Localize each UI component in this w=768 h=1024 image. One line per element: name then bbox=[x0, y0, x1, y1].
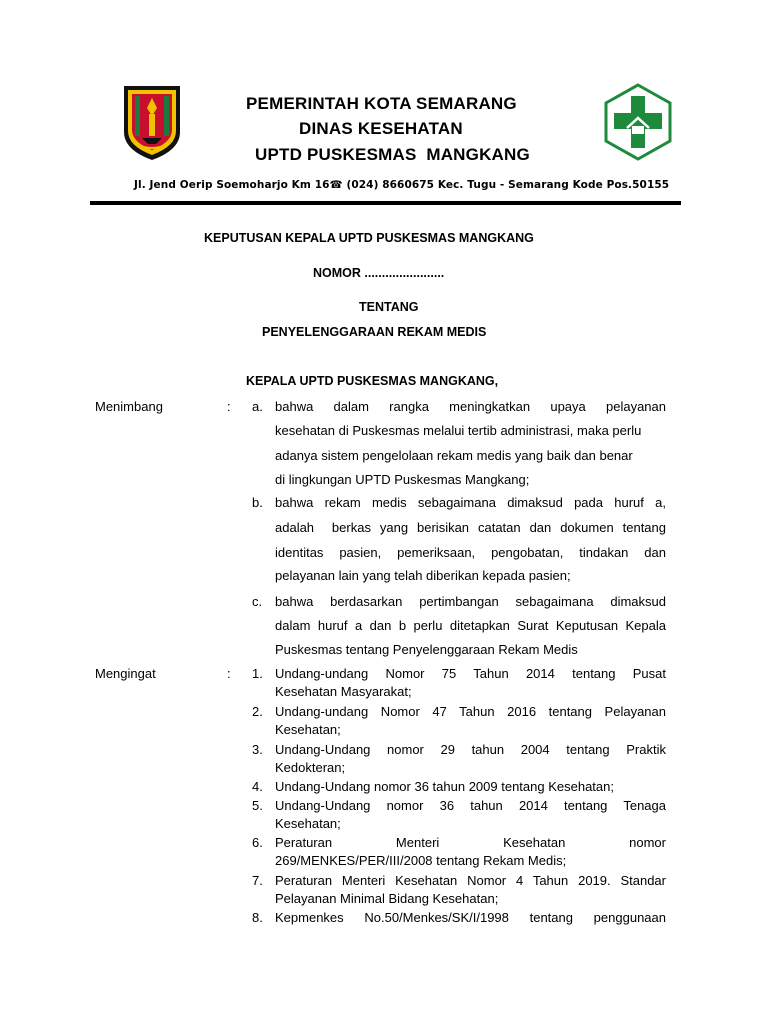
menimbang-colon: : bbox=[227, 399, 231, 414]
mengingat-5-line1: Undang-Undang nomor 36 tahun 2014 tentang Tenaga bbox=[275, 798, 666, 813]
mengingat-5-marker: 5. bbox=[252, 798, 263, 813]
mengingat-7-line1: Peraturan Menteri Kesehatan Nomor 4 Tahun 2019. Standar bbox=[275, 873, 666, 888]
menimbang-b-line3: identitas pasien, pemeriksaan, pengobatan, tindakan dan bbox=[275, 545, 666, 560]
mengingat-8-line1: Kepmenkes No.50/Menkes/SK/I/1998 tentang penggunaan bbox=[275, 910, 666, 925]
mengingat-1-line2: Kesehatan Masyarakat; bbox=[275, 684, 412, 699]
mengingat-2-marker: 2. bbox=[252, 704, 263, 719]
menimbang-c-line1: bahwa berdasarkan pertimbangan sebagaimana dimaksud bbox=[275, 594, 666, 609]
menimbang-c-line2: dalam huruf a dan b perlu ditetapkan Surat Keputusan Kepala bbox=[275, 618, 666, 633]
mengingat-2-line2: Kesehatan; bbox=[275, 722, 341, 737]
mengingat-6-marker: 6. bbox=[252, 835, 263, 850]
mengingat-colon: : bbox=[227, 666, 231, 681]
mengingat-4-marker: 4. bbox=[252, 779, 263, 794]
menimbang-c-line3: Puskesmas tentang Penyelenggaraan Rekam Medis bbox=[275, 642, 578, 657]
kota-semarang-crest-icon bbox=[120, 82, 184, 162]
mengingat-6-line1: Peraturan Menteri Kesehatan nomor bbox=[275, 835, 666, 850]
mengingat-8-marker: 8. bbox=[252, 910, 263, 925]
mengingat-3-line2: Kedokteran; bbox=[275, 760, 346, 775]
menimbang-label: Menimbang bbox=[95, 399, 163, 414]
mengingat-1-line1: Undang-undang Nomor 75 Tahun 2014 tentang Pusat bbox=[275, 666, 666, 681]
mengingat-4-line1: Undang-Undang nomor 36 tahun 2009 tentang Kesehatan; bbox=[275, 779, 614, 794]
mengingat-label: Mengingat bbox=[95, 666, 156, 681]
menimbang-b-line2: adalah berkas yang berisikan catatan dan dokumen tentang bbox=[275, 520, 666, 535]
mengingat-5-line2: Kesehatan; bbox=[275, 816, 341, 831]
header-line3: UPTD PUSKESMAS MANGKANG bbox=[255, 145, 530, 164]
doc-official: KEPALA UPTD PUSKESMAS MANGKANG, bbox=[246, 374, 499, 388]
menimbang-a-line3: adanya sistem pengelolaan rekam medis yang baik dan benar bbox=[275, 448, 633, 463]
mengingat-2-line1: Undang-undang Nomor 47 Tahun 2016 tentang Pelayanan bbox=[275, 704, 666, 719]
menimbang-a-line1: bahwa dalam rangka meningkatkan upaya pelayanan bbox=[275, 399, 666, 414]
header-line1: PEMERINTAH KOTA SEMARANG bbox=[246, 94, 517, 113]
doc-subject: PENYELENGGARAAN REKAM MEDIS bbox=[262, 325, 487, 339]
menimbang-a-line2: kesehatan di Puskesmas melalui tertib administrasi, maka perlu bbox=[275, 423, 642, 438]
mengingat-3-marker: 3. bbox=[252, 742, 263, 757]
mengingat-1-marker: 1. bbox=[252, 666, 263, 681]
doc-title: KEPUTUSAN KEPALA UPTD PUSKESMAS MANGKANG bbox=[204, 231, 534, 245]
menimbang-b-marker: b. bbox=[252, 495, 263, 510]
puskesmas-logo-icon bbox=[603, 82, 673, 162]
menimbang-b-line1: bahwa rekam medis sebagaimana dimaksud pada huruf a, bbox=[275, 495, 666, 510]
header-line2: DINAS KESEHATAN bbox=[299, 119, 463, 138]
doc-nomor: NOMOR ....................... bbox=[313, 266, 445, 280]
mengingat-3-line1: Undang-Undang nomor 29 tahun 2004 tentang Praktik bbox=[275, 742, 666, 757]
menimbang-a-marker: a. bbox=[252, 399, 263, 414]
header-address: Jl. Jend Oerip Soemoharjo Km 16☎ (024) 8660675 Kec. Tugu - Semarang Kode Pos.50155 bbox=[134, 179, 670, 191]
mengingat-7-line2: Pelayanan Minimal Bidang Kesehatan; bbox=[275, 891, 499, 906]
menimbang-b-line4: pelayanan lain yang telah diberikan kepada pasien; bbox=[275, 568, 571, 583]
menimbang-c-marker: c. bbox=[252, 594, 263, 609]
menimbang-a-line4: di lingkungan UPTD Puskesmas Mangkang; bbox=[275, 472, 530, 487]
doc-tentang: TENTANG bbox=[359, 300, 419, 314]
mengingat-6-line2: 269/MENKES/PER/III/2008 tentang Rekam Medis; bbox=[275, 853, 567, 868]
header-divider bbox=[90, 201, 681, 205]
mengingat-7-marker: 7. bbox=[252, 873, 263, 888]
